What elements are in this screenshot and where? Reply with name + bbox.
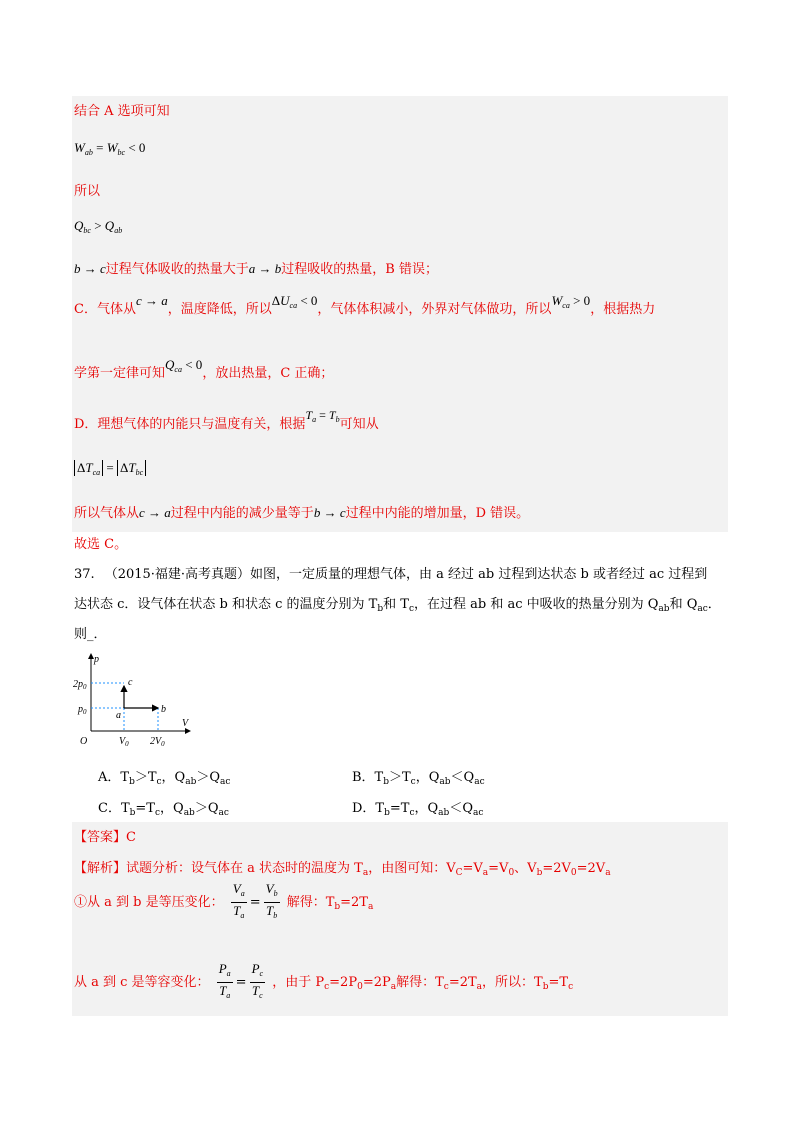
answer-label: 【答案】C (74, 830, 136, 845)
option-d[interactable]: D．$T_b=T_c$，$Q_{ab}<Q_{ac}$ (352, 801, 484, 818)
question-37-line-3: 则_． (74, 627, 107, 642)
analysis-line-1: 【解析】试题分析：设气体在 a 状态时的温度为 $T_a$，由图可知：$V_C=V_a=V_0$、$V_b=2V_0=2V_a$ (74, 861, 611, 878)
solution-line-3: 所以 (74, 184, 101, 199)
xtick-2v0: $2V_0$ (150, 736, 165, 748)
origin-label: O (80, 736, 88, 747)
v-axis-label: V (182, 718, 189, 729)
ytick-p0: $p_0$ (78, 704, 87, 716)
xtick-v0: $V_0$ (119, 736, 129, 748)
ytick-2p0: $2p_0$ (73, 679, 87, 691)
point-a-label: a (116, 710, 121, 721)
analysis-step-2: 从 a 到 c 是等容变化： $\frac{P_a}{T_a}$ = $\frac{P_c}{T_c}$ ，由于 $P_c=2P_0=2P_a$解得：$T_c=2T_a$，所以：$T_b=T_c$ (74, 961, 574, 1000)
solution-line-6: C．气体从c → a，温度降低，所以$\Delta U_{ca} < 0$，气体体积减小，外界对气体做功，所以$W_{ca} > 0$，根据热力 (74, 293, 656, 317)
option-c[interactable]: C．$T_b=T_c$，$Q_{ab}>Q_{ac}$ (98, 801, 229, 818)
question-37-line-1: 37. （2015·福建·高考真题）如图，一定质量的理想气体，由 a 经过 ab 过程到达状态 b 或者经过 ac 过程到 (74, 567, 708, 582)
analysis-step-1: ①从 a 到 b 是等压变化： $\frac{V_a}{T_a}$ = $\frac{V_b}{T_b}$ 解得：$T_b=2T_a$ (74, 881, 374, 920)
equation-delta-t: $\Delta T_{ca} = \Delta T_{bc}$ (74, 460, 146, 476)
p-axis-label: p (94, 654, 99, 665)
solution-line-10: 所以气体从c → a过程中内能的减少量等于b → c过程中内能的增加量，D 错误。 (74, 505, 530, 521)
option-a[interactable]: A．$T_b>T_c$，$Q_{ab}>Q_{ac}$ (98, 770, 231, 787)
equation-q: $Q_{bc} > Q_{ab}$ (74, 218, 123, 235)
point-c-label: c (128, 677, 133, 688)
solution-line-7: 学第一定律可知$Q_{ca} < 0$，放出热量，C 正确； (74, 357, 334, 381)
solution-line-11: 故选 C。 (74, 537, 128, 552)
pv-graph (72, 650, 202, 750)
solution-line-1: 结合 A 选项可知 (74, 104, 170, 119)
option-b[interactable]: B．$T_b>T_c$，$Q_{ab}<Q_{ac}$ (352, 770, 485, 787)
equation-w: $W_{ab} = W_{bc} < 0$ (74, 140, 146, 157)
point-b-label: b (161, 704, 166, 715)
solution-line-5: b → c过程气体吸收的热量大于a → b过程吸收的热量，B 错误； (74, 261, 438, 277)
solution-line-8: D．理想气体的内能只与温度有关，根据$T_a = T_b$可知从 (74, 408, 379, 432)
question-37-line-2: 达状态 c．设气体在状态 b 和状态 c 的温度分别为 $T_b$和 $T_c$，在过程 ab 和 ac 中吸收的热量分别为 $Q_{ab}$和 $Q_{ac}$． (74, 597, 721, 614)
